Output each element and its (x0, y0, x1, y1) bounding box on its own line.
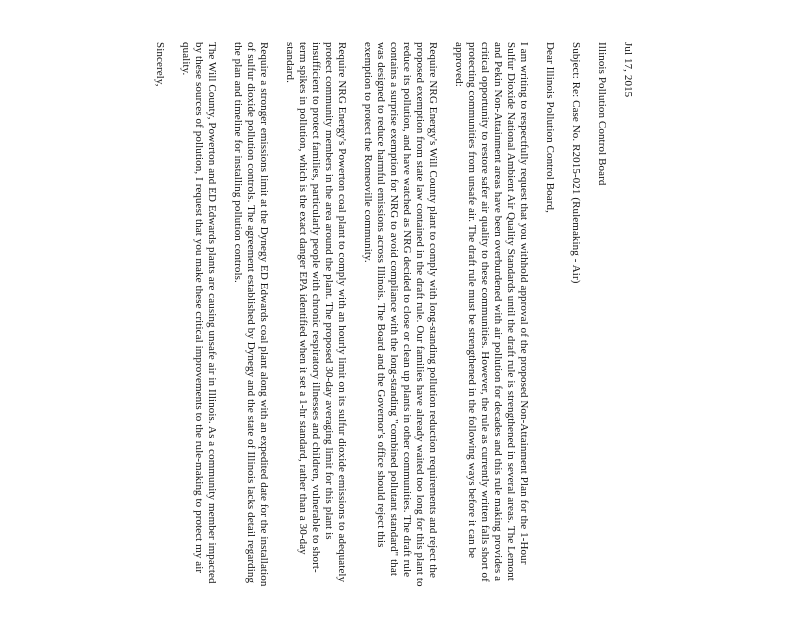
letter-date: Jul 17, 2015 (622, 42, 634, 98)
letter-closing: Sincerely, (154, 42, 166, 87)
letter-subject: Subject: Re: Case No. R2015-021 (Rulemaking - Air) (570, 42, 582, 284)
letter-paragraph-conclusion: The Will County, Powerton and ED Edwards plants are causing unsafe air in Illinois. As a community member impacted by these sources of pollution, I request that you make these critical improvements to the rule-making to protect my air quality. (180, 42, 218, 584)
letter-paragraph-powerton: Require NRG Energy's Powerton coal plant to comply with an hourly limit on its sulfur dioxide emissions to adequately protect community members in the area around the plant. The proposed 30-day averaging limit for this plant is insufficient to protect families, particularly people with chronic respiratory illnesses and children, vulnerable to short-term spikes in pollution, which is the exact danger EPA identified when it set a 1-hr standard, rather than a 30-day standard. (284, 42, 348, 583)
letter-body (104, 42, 634, 590)
letter-paragraph-intro: I am writing to respectfully request that you withhold approval of the proposed Non-Attainment Plan for the 1-Hour Sulfur Dioxide National Ambient Air Quality Standards until the draft rule is strengthened in several areas. The Lemont and Pekin Non-Attainment areas have been overburdened with air pollution for decades and this rule making provides a critical opportunity to restore safer air quality to these communities. However, the rule as currently written falls short of protecting communities from unsafe air. The draft rule must be strengthened in the following ways before it can be approved: (453, 42, 530, 582)
letter-paragraph-ed-edwards: Require a stronger emissions limit at the Dynegy ED Edwards coal plant along with an expedited date for the installation of sulfur dioxide pollution controls. The agreement established by Dynegy and the state of Illinois lacks detail regarding the plan and timeline for installing pollution controls. (232, 42, 270, 587)
letter-paragraph-will-county: Require NRG Energy's Will County plant to comply with long-standing pollution reduction requirements and reject the proposed exemption from state law contained in the draft rule. Our families have already waited too long for this plant to reduce its pollution, and have watched as NRG decided to close or clean up plants in other communities. The draft rule contains a surprise exemption for NRG to avoid compliance with the long-standing "combined pollutant standard" that was designed to reduce harmful emissions across Illinois. The Board and the Governor's office should reject this exemption to protect the Romeoville community. (362, 42, 439, 587)
letter-recipient: Illinois Pollution Control Board (596, 42, 608, 186)
letter-salutation: Dear Illinois Pollution Control Board, (544, 42, 556, 213)
